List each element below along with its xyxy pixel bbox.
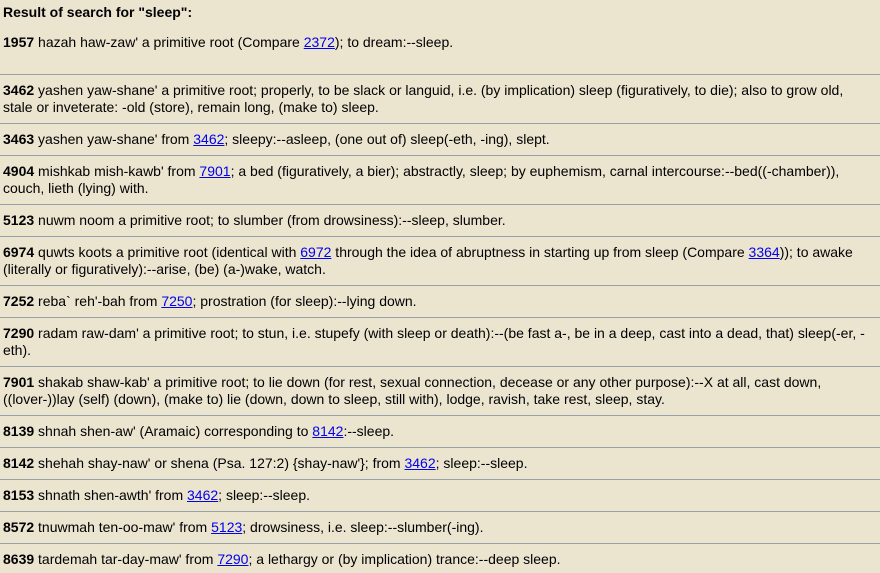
definition-text: hazah haw-zaw' a primitive root (Compare [34, 34, 304, 50]
strongs-number: 7252 [3, 293, 35, 309]
definition-text: ; sleep:--sleep. [218, 487, 310, 503]
strongs-number: 5123 [3, 212, 35, 228]
result-entry-4904 [3, 156, 876, 204]
result-entry-7901 [3, 367, 876, 415]
result-entry-8142 [3, 448, 876, 479]
result-entry-7252 [3, 286, 876, 317]
cross-reference-link[interactable]: 3462 [404, 455, 436, 471]
strongs-number: 6974 [3, 244, 35, 260]
definition-text: nuwm noom a primitive root; to slumber (from drowsiness):--sleep, slumber. [34, 212, 506, 228]
results-heading: Result of search for "sleep": [3, 4, 193, 20]
result-entry-7290 [3, 318, 876, 366]
results-list [3, 30, 876, 573]
cross-reference-link[interactable]: 5123 [211, 519, 243, 535]
definition-text: ; prostration (for sleep):--lying down. [192, 293, 417, 309]
cross-reference-link[interactable]: 7901 [199, 163, 231, 179]
result-entry-8153 [3, 480, 876, 511]
definition-text: :--sleep. [343, 423, 395, 439]
definition-text: quwts koots a primitive root (identical with [34, 244, 301, 260]
definition-text: yashen yaw-shane' a primitive root; properly, to be slack or languid, i.e. (by implication) sleep (figuratively, to die); also to grow old, stale or inveterate: -old (store), remain long, (make to) sleep. [3, 82, 844, 115]
definition-text: reba` reh'-bah from [34, 293, 162, 309]
result-entry-6974 [3, 237, 876, 285]
strongs-number: 1957 [3, 34, 35, 50]
definition-text: ; drowsiness, i.e. sleep:--slumber(-ing). [242, 519, 484, 535]
strongs-number: 7290 [3, 325, 35, 341]
definition-text: shnath shen-awth' from [34, 487, 188, 503]
strongs-number: 3463 [3, 131, 35, 147]
result-entry-3463 [3, 124, 876, 155]
definition-text: ); to dream:--sleep. [334, 34, 454, 50]
definition-text: through the idea of abruptness in starting up from sleep (Compare [331, 244, 749, 260]
definition-text: )); to awake (literally or figuratively):--arise, (be) (a-)wake, watch. [3, 244, 853, 277]
definition-text: ; a lethargy or (by implication) trance:--deep sleep. [248, 551, 561, 567]
cross-reference-link[interactable]: 3462 [193, 131, 225, 147]
definition-text: shehah shay-naw' or shena (Psa. 127:2) {shay-naw'}; from [34, 455, 405, 471]
cross-reference-link[interactable]: 6972 [300, 244, 332, 260]
definition-text: shakab shaw-kab' a primitive root; to lie down (for rest, sexual connection, decease or any other purpose):--X at all, cast down, ((lover-))lay (self) (down), (make to) lie (down, down to sleep, still with), lodge, ravish, take rest, sleep, stay. [3, 374, 822, 407]
strongs-number: 8572 [3, 519, 35, 535]
definition-text: shnah shen-aw' (Aramaic) corresponding to [34, 423, 313, 439]
strongs-number: 8142 [3, 455, 35, 471]
result-entry-8139 [3, 416, 876, 447]
definition-text: ; sleep:--sleep. [435, 455, 528, 471]
result-entry-8572 [3, 512, 876, 543]
result-entry-8639 [3, 544, 876, 573]
result-entry-1957 [3, 30, 876, 74]
cross-reference-link[interactable]: 3364 [748, 244, 780, 260]
strongs-number: 7901 [3, 374, 35, 390]
strongs-number: 8139 [3, 423, 35, 439]
strongs-number: 8153 [3, 487, 35, 503]
strongs-number: 3462 [3, 82, 35, 98]
result-entry-5123 [3, 205, 876, 236]
cross-reference-link[interactable]: 2372 [303, 34, 335, 50]
strongs-number: 4904 [3, 163, 35, 179]
result-entry-3462 [3, 75, 876, 123]
definition-text: yashen yaw-shane' from [34, 131, 194, 147]
cross-reference-link[interactable]: 7250 [161, 293, 193, 309]
definition-text: tardemah tar-day-maw' from [34, 551, 218, 567]
definition-text: mishkab mish-kawb' from [34, 163, 200, 179]
definition-text: radam raw-dam' a primitive root; to stun, i.e. stupefy (with sleep or death):--(be fast a-, be in a deep, cast into a dead, that) sleep(-er, -eth). [3, 325, 865, 358]
cross-reference-link[interactable]: 7290 [217, 551, 249, 567]
cross-reference-link[interactable]: 3462 [187, 487, 219, 503]
definition-text: ; sleepy:--asleep, (one out of) sleep(-eth, -ing), slept. [224, 131, 550, 147]
definition-text: ; a bed (figuratively, a bier); abstractly, sleep; by euphemism, carnal intercourse:--bed((-chamber)), couch, lieth (lying) with. [3, 163, 840, 196]
cross-reference-link[interactable]: 8142 [312, 423, 344, 439]
definition-text: tnuwmah ten-oo-maw' from [34, 519, 212, 535]
strongs-number: 8639 [3, 551, 35, 567]
